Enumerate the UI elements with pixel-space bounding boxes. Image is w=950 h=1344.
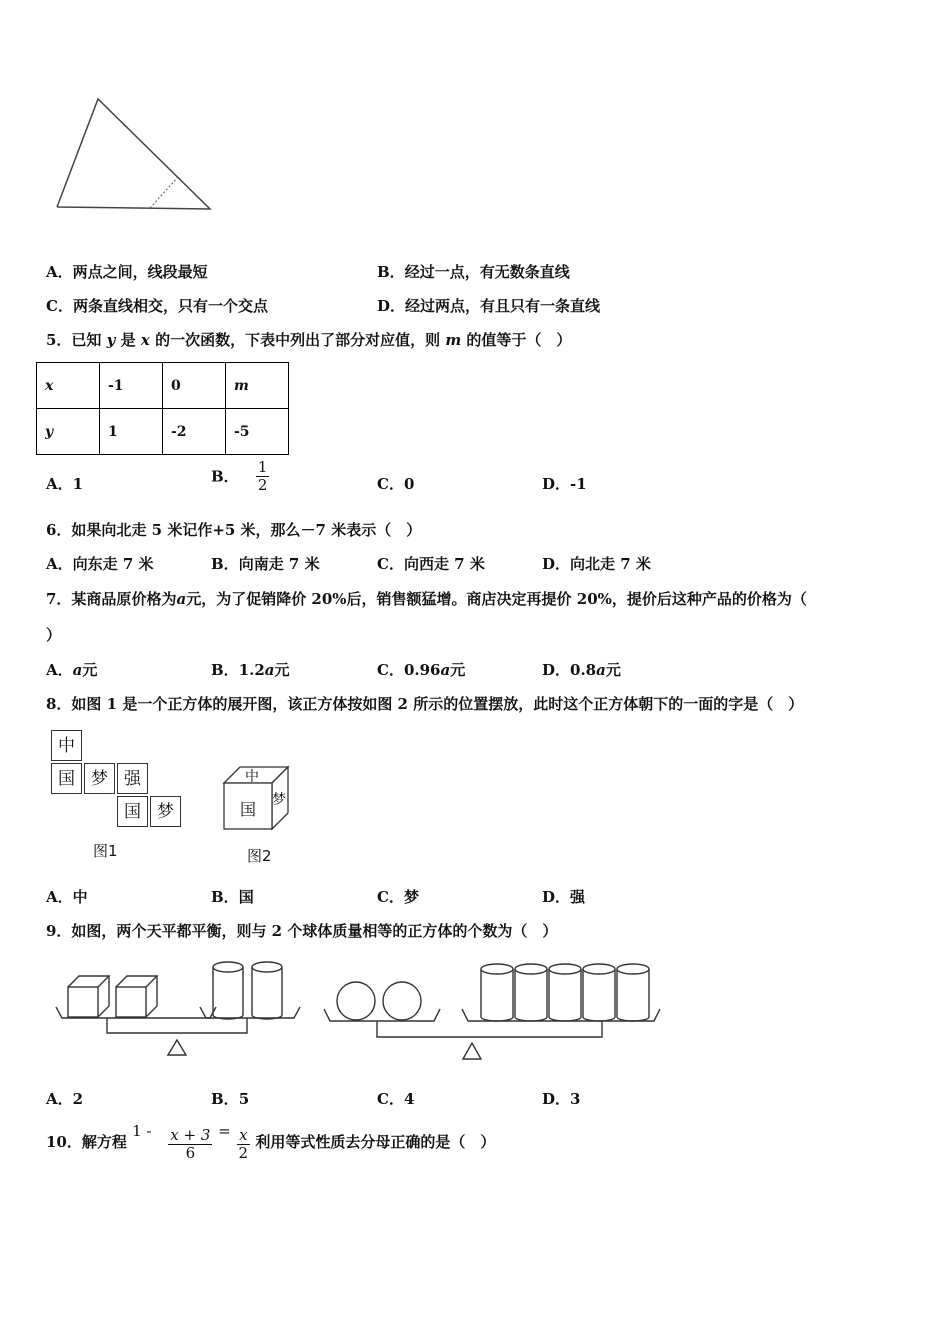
figure-2-caption: 图2 (247, 847, 272, 865)
table-cell: -5 (226, 409, 289, 455)
option-a: A．1 (46, 475, 84, 493)
option-d: D．强 (542, 888, 586, 906)
option-d: D．0.8a元 (542, 661, 621, 679)
figure-1-caption: 图1 (93, 842, 118, 860)
balance-scale-2 (322, 955, 664, 1063)
triangle-figure (50, 95, 220, 215)
table-cell: x (37, 363, 100, 409)
question-10-stem: 10．解方程 1 - $\frac{x + 3}{6}$ = $\frac{x}{2}$ 利用等式性质去分母正确的是（ ） (46, 1122, 496, 1162)
cube-top-face-label: 中 (245, 769, 259, 785)
equation: 1 - $\frac{x + 3}{6}$ = $\frac{x}{2}$ (132, 1122, 249, 1162)
table-cell: m (226, 363, 289, 409)
option-b: B． $\frac{1}{2}$ (211, 458, 268, 494)
table-row (37, 363, 289, 409)
table-row (37, 409, 289, 455)
net-face: 中 (51, 730, 82, 761)
table-cell: -2 (163, 409, 226, 455)
option-a: A．2 (46, 1090, 84, 1108)
table-cell: 1 (100, 409, 163, 455)
option-b: B．向南走 7 米 (211, 555, 320, 573)
table-cell: -1 (100, 363, 163, 409)
table-cell: y (37, 409, 100, 455)
option-d: D．向北走 7 米 (542, 555, 651, 573)
question-7-stem: 7．某商品原价格为a元，为了促销降价 20%后，销售额猛增。商店决定再提价 20%，提价后这种产品的价格为（ (46, 590, 807, 608)
table-cell: 0 (163, 363, 226, 409)
option-c: C．0.96a元 (377, 661, 466, 679)
option-a: A．中 (46, 888, 88, 906)
option-b: B．5 (211, 1090, 250, 1108)
net-face: 国 (117, 796, 148, 827)
option-d: D．3 (542, 1090, 581, 1108)
cube-right-face-label: 梦 (272, 792, 286, 808)
option-a: A．a元 (46, 661, 98, 679)
option-a: A．两点之间，线段最短 (46, 263, 208, 281)
fraction-one-half: $\frac{1}{2}$ (257, 458, 268, 494)
net-face: 国 (51, 763, 82, 794)
net-face: 梦 (150, 796, 181, 827)
value-table (36, 362, 289, 455)
question-6-stem: 6．如果向北走 5 米记作+5 米，那么－7 米表示（ ） (46, 521, 422, 539)
net-face: 强 (117, 763, 148, 794)
option-c: C．向西走 7 米 (377, 555, 485, 573)
question-7-stem-line2: ） (46, 626, 62, 644)
question-8-stem: 8．如图 1 是一个正方体的展开图，该正方体按如图 2 所示的位置摆放，此时这个正方体朝下的一面的字是（ ） (46, 695, 804, 713)
option-c: C．两条直线相交，只有一个交点 (46, 297, 268, 315)
option-b: B．经过一点，有无数条直线 (377, 263, 570, 281)
option-c: C．0 (377, 475, 415, 493)
question-5-stem: 5．已知 y 是 x 的一次函数，下表中列出了部分对应值，则 m 的值等于（ ） (46, 331, 572, 349)
option-d: D．-1 (542, 475, 587, 493)
option-b: B．国 (211, 888, 254, 906)
question-9-stem: 9．如图，两个天平都平衡，则与 2 个球体质量相等的正方体的个数为（ ） (46, 922, 558, 940)
option-c: C．梦 (377, 888, 419, 906)
option-a: A．向东走 7 米 (46, 555, 154, 573)
option-c: C．4 (377, 1090, 415, 1108)
net-face: 梦 (84, 763, 115, 794)
option-b: B．1.2a元 (211, 661, 290, 679)
cube-front-face-label: 国 (240, 800, 257, 819)
balance-scale-1 (52, 955, 304, 1060)
option-d: D．经过两点，有且只有一条直线 (377, 297, 601, 315)
